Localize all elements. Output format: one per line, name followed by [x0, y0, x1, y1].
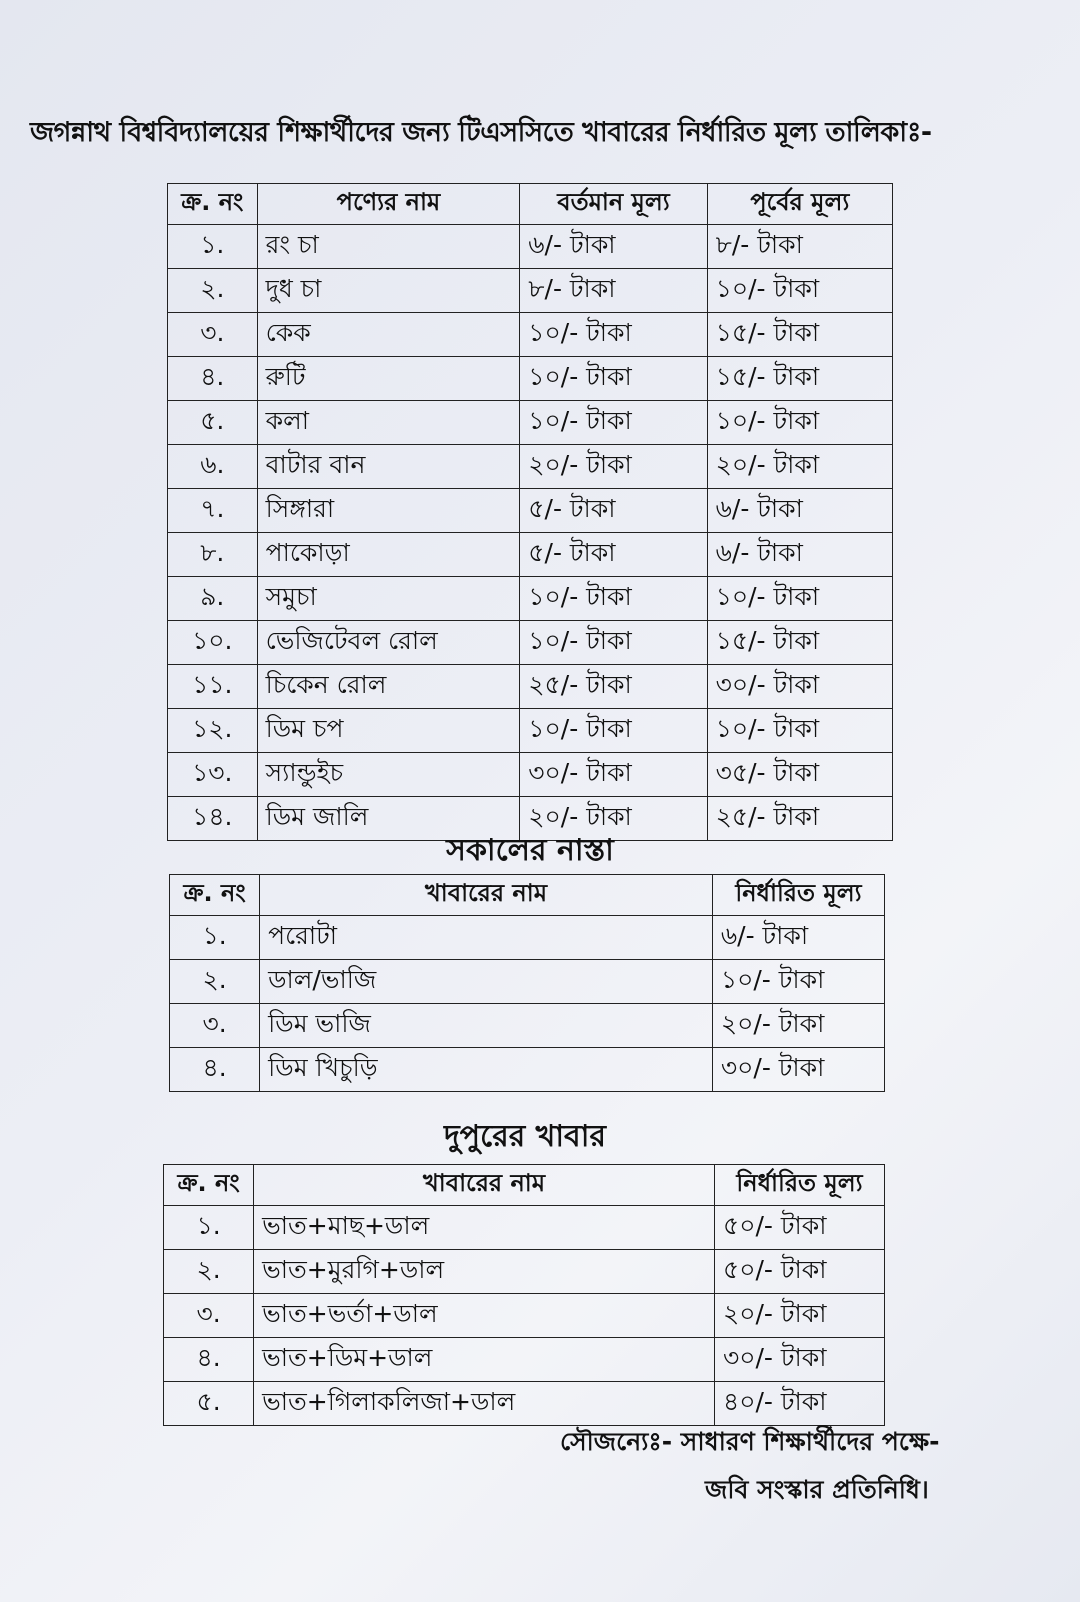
- cell-sl: ৪.: [164, 1338, 254, 1382]
- table-row: [168, 621, 893, 665]
- table-row: [168, 269, 893, 313]
- notice-title: জগন্নাথ বিশ্ববিদ্যালয়ের শিক্ষার্থীদের জন্য টিএসসিতে খাবারের নির্ধারিত মূল্য তালিকাঃ-: [30, 117, 932, 148]
- cell-price: ৫০/- টাকা: [714, 1250, 884, 1294]
- cell-current: ২০/- টাকা: [520, 445, 707, 489]
- cell-current: ৬/- টাকা: [520, 225, 707, 269]
- cell-price: ৫০/- টাকা: [714, 1206, 884, 1250]
- table-row: [168, 401, 893, 445]
- cell-sl: ১.: [168, 225, 258, 269]
- cell-sl: ৭.: [168, 489, 258, 533]
- lunch-heading: দুপুরের খাবার: [444, 1119, 606, 1154]
- cell-name: রং চা: [257, 225, 520, 269]
- cell-name: চিকেন রোল: [257, 665, 520, 709]
- cell-previous: ৬/- টাকা: [707, 489, 892, 533]
- cell-previous: ১৫/- টাকা: [707, 313, 892, 357]
- table-row: [164, 1382, 885, 1426]
- table-row: [170, 916, 885, 960]
- cell-name: বাটার বান: [257, 445, 520, 489]
- table-row: [168, 709, 893, 753]
- cell-previous: ১৫/- টাকা: [707, 621, 892, 665]
- courtesy-line: সৌজন্যেঃ- সাধারণ শিক্ষার্থীদের পক্ষে-: [560, 1427, 940, 1456]
- cell-price: ১০/- টাকা: [712, 960, 884, 1004]
- cell-current: ৫/- টাকা: [520, 489, 707, 533]
- cell-price: ৩০/- টাকা: [714, 1338, 884, 1382]
- cell-name: সিঙ্গারা: [257, 489, 520, 533]
- cell-previous: ৮/- টাকা: [707, 225, 892, 269]
- cell-current: ৮/- টাকা: [520, 269, 707, 313]
- cell-previous: ৩০/- টাকা: [707, 665, 892, 709]
- table-row: [164, 1338, 885, 1382]
- cell-current: ৩০/- টাকা: [520, 753, 707, 797]
- cell-current: ২৫/- টাকা: [520, 665, 707, 709]
- cell-name: স্যান্ডুইচ: [257, 753, 520, 797]
- cell-name: ভেজিটেবল রোল: [257, 621, 520, 665]
- col-current-price: বর্তমান মূল্য: [520, 184, 707, 225]
- table-row: [170, 1004, 885, 1048]
- table-row: [168, 753, 893, 797]
- table-row: [170, 960, 885, 1004]
- col-previous-price: পূর্বের মূল্য: [707, 184, 892, 225]
- snacks-price-table: [167, 183, 893, 841]
- cell-current: ১০/- টাকা: [520, 621, 707, 665]
- table-row: [168, 357, 893, 401]
- table-row: [168, 445, 893, 489]
- cell-name: কেক: [257, 313, 520, 357]
- cell-sl: ৫.: [164, 1382, 254, 1426]
- cell-name: ভাত+ডিম+ডাল: [254, 1338, 715, 1382]
- col-serial: ক্র. নং: [168, 184, 258, 225]
- cell-name: ডাল/ভাজি: [260, 960, 713, 1004]
- table-row: [168, 665, 893, 709]
- cell-previous: ১৫/- টাকা: [707, 357, 892, 401]
- cell-current: ২০/- টাকা: [520, 797, 707, 841]
- cell-name: ভাত+ভর্তা+ডাল: [254, 1294, 715, 1338]
- cell-sl: ৩.: [168, 313, 258, 357]
- cell-sl: ৩.: [170, 1004, 260, 1048]
- col-food-name: খাবারের নাম: [260, 875, 713, 916]
- table-header-row: [164, 1165, 885, 1206]
- lunch-price-table: [163, 1164, 885, 1426]
- table-row: [168, 533, 893, 577]
- cell-previous: ১০/- টাকা: [707, 269, 892, 313]
- cell-sl: ২.: [164, 1250, 254, 1294]
- cell-name: ডিম ভাজি: [260, 1004, 713, 1048]
- cell-name: ডিম চপ: [257, 709, 520, 753]
- cell-sl: ৬.: [168, 445, 258, 489]
- cell-name: সমুচা: [257, 577, 520, 621]
- cell-sl: ২.: [170, 960, 260, 1004]
- cell-previous: ৬/- টাকা: [707, 533, 892, 577]
- cell-current: ১০/- টাকা: [520, 401, 707, 445]
- table-row: [164, 1294, 885, 1338]
- cell-name: পাকোড়া: [257, 533, 520, 577]
- table-row: [168, 225, 893, 269]
- cell-name: ভাত+গিলাকলিজা+ডাল: [254, 1382, 715, 1426]
- cell-sl: ১২.: [168, 709, 258, 753]
- cell-current: ৫/- টাকা: [520, 533, 707, 577]
- cell-price: ২০/- টাকা: [712, 1004, 884, 1048]
- col-fixed-price: নির্ধারিত মূল্য: [712, 875, 884, 916]
- col-serial: ক্র. নং: [164, 1165, 254, 1206]
- cell-price: ৪০/- টাকা: [714, 1382, 884, 1426]
- col-item-name: পণ্যের নাম: [257, 184, 520, 225]
- cell-sl: ৩.: [164, 1294, 254, 1338]
- cell-previous: ১০/- টাকা: [707, 709, 892, 753]
- cell-sl: ৯.: [168, 577, 258, 621]
- cell-name: ভাত+মুরগি+ডাল: [254, 1250, 715, 1294]
- cell-previous: ১০/- টাকা: [707, 401, 892, 445]
- table-row: [168, 577, 893, 621]
- cell-price: ৬/- টাকা: [712, 916, 884, 960]
- cell-current: ১০/- টাকা: [520, 357, 707, 401]
- col-food-name: খাবারের নাম: [254, 1165, 715, 1206]
- cell-name: রুটি: [257, 357, 520, 401]
- signatory-line: জবি সংস্কার প্রতিনিধি।: [705, 1475, 929, 1504]
- cell-price: ৩০/- টাকা: [712, 1048, 884, 1092]
- cell-sl: ৮.: [168, 533, 258, 577]
- table-row: [168, 313, 893, 357]
- cell-sl: ৪.: [170, 1048, 260, 1092]
- table-header-row: [170, 875, 885, 916]
- cell-current: ১০/- টাকা: [520, 577, 707, 621]
- cell-sl: ১৩.: [168, 753, 258, 797]
- breakfast-heading: সকালের নাস্তা: [446, 833, 614, 868]
- table-row: [168, 489, 893, 533]
- cell-name: ভাত+মাছ+ডাল: [254, 1206, 715, 1250]
- col-serial: ক্র. নং: [170, 875, 260, 916]
- cell-previous: ২৫/- টাকা: [707, 797, 892, 841]
- cell-sl: ১.: [170, 916, 260, 960]
- cell-current: ১০/- টাকা: [520, 709, 707, 753]
- breakfast-price-table: [169, 874, 885, 1092]
- cell-sl: ১.: [164, 1206, 254, 1250]
- cell-name: পরোটা: [260, 916, 713, 960]
- table-header-row: [168, 184, 893, 225]
- cell-name: ডিম জালি: [257, 797, 520, 841]
- table-row: [170, 1048, 885, 1092]
- cell-sl: ৫.: [168, 401, 258, 445]
- cell-previous: ২০/- টাকা: [707, 445, 892, 489]
- table-row: [164, 1206, 885, 1250]
- table-row: [164, 1250, 885, 1294]
- cell-sl: ১০.: [168, 621, 258, 665]
- cell-sl: ১৪.: [168, 797, 258, 841]
- cell-name: কলা: [257, 401, 520, 445]
- cell-name: ডিম খিচুড়ি: [260, 1048, 713, 1092]
- cell-sl: ৪.: [168, 357, 258, 401]
- cell-name: দুধ চা: [257, 269, 520, 313]
- cell-sl: ১১.: [168, 665, 258, 709]
- cell-price: ২০/- টাকা: [714, 1294, 884, 1338]
- cell-previous: ৩৫/- টাকা: [707, 753, 892, 797]
- col-fixed-price: নির্ধারিত মূল্য: [714, 1165, 884, 1206]
- cell-sl: ২.: [168, 269, 258, 313]
- cell-current: ১০/- টাকা: [520, 313, 707, 357]
- cell-previous: ১০/- টাকা: [707, 577, 892, 621]
